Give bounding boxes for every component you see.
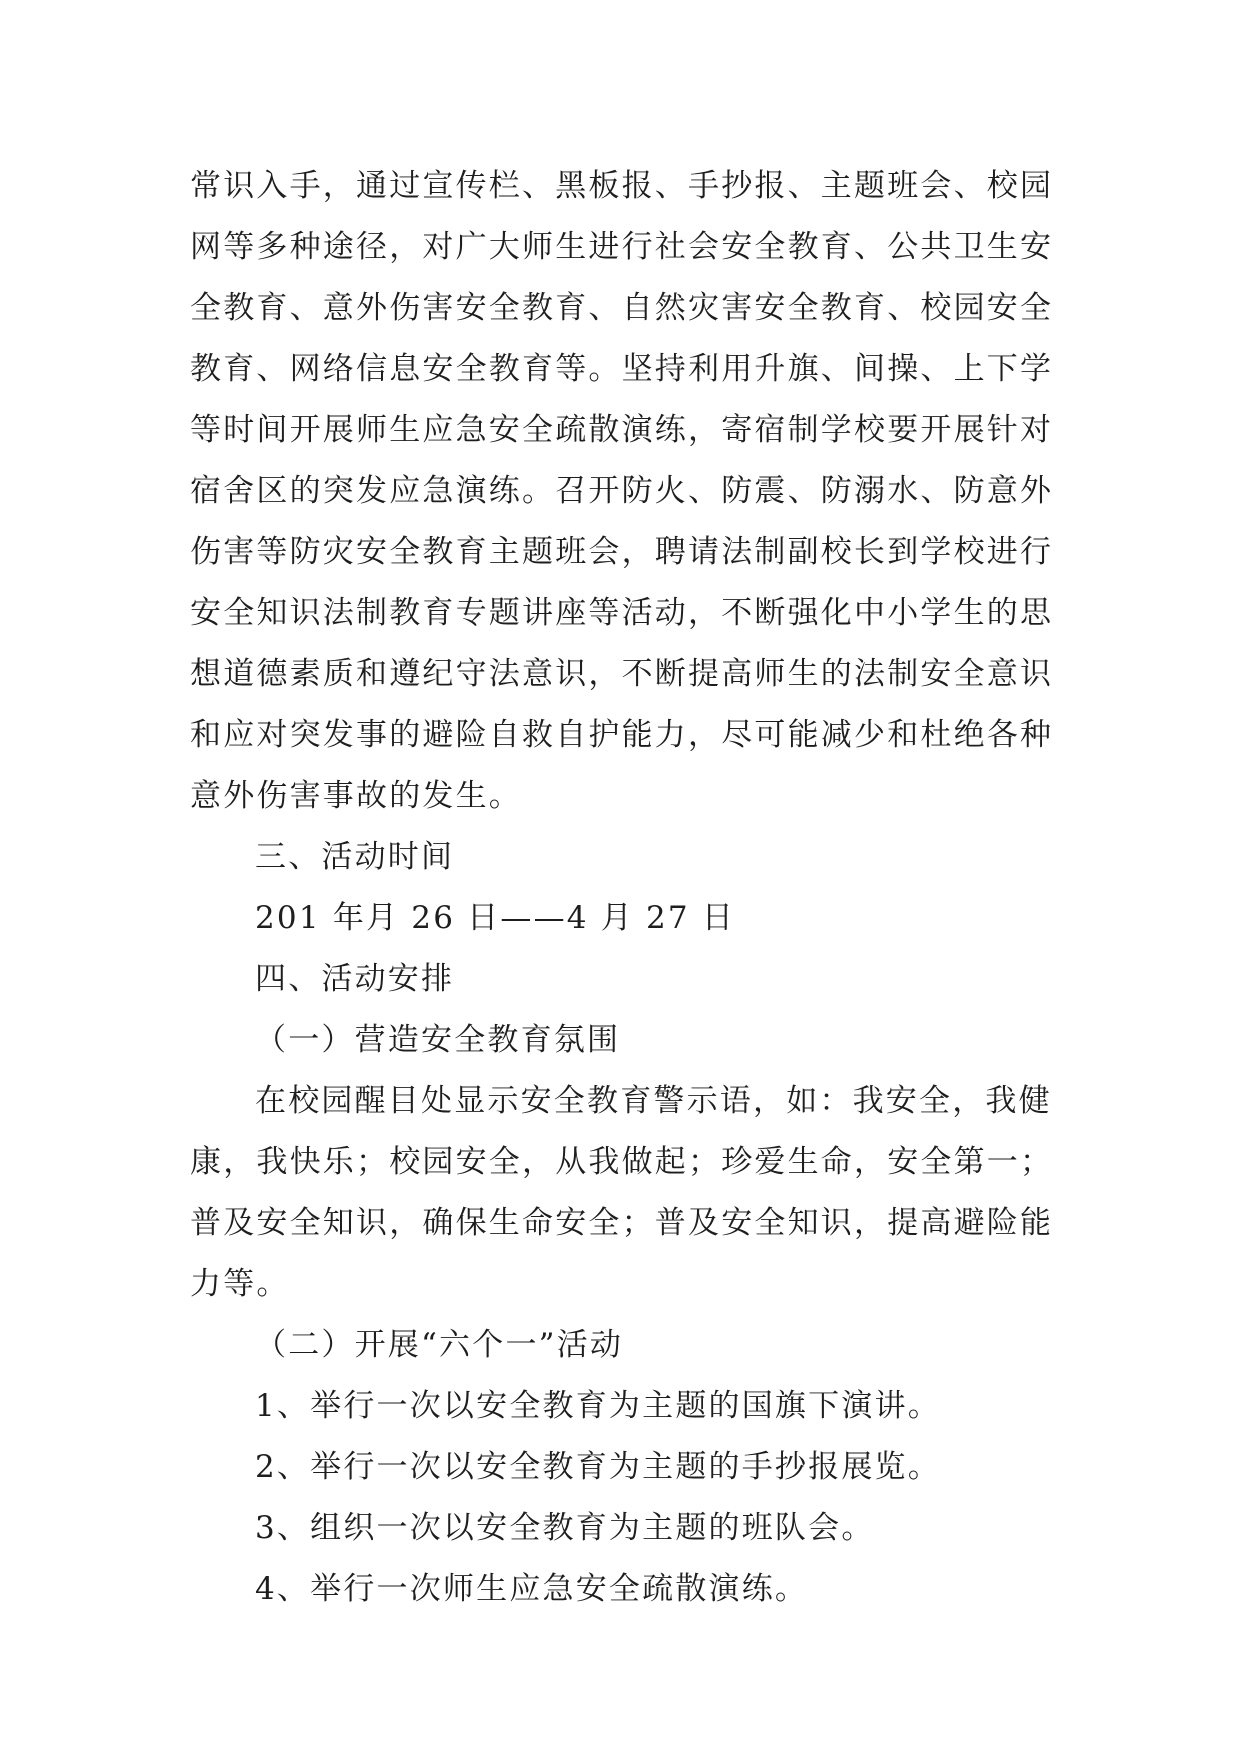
text-line: 意外伤害事故的发生。 — [190, 778, 522, 814]
list-item: 2、举行一次以安全教育为主题的手抄报展览。 — [255, 1449, 941, 1485]
section-heading-activity-arrangement: 四、活动安排 — [255, 961, 455, 997]
list-item: 4、举行一次师生应急安全疏散演练。 — [255, 1571, 809, 1607]
text-line: 力等。 — [190, 1266, 290, 1302]
text-line: 宿舍区的突发应急演练。召开防火、防震、防溺水、防意外 — [190, 473, 1054, 509]
text-line: 安全知识法制教育专题讲座等活动，不断强化中小学生的思 — [190, 595, 1054, 631]
text-line: 网等多种途径，对广大师生进行社会安全教育、公共卫生安 — [190, 229, 1054, 265]
list-item: 3、组织一次以安全教育为主题的班队会。 — [255, 1510, 875, 1546]
list-item: 1、举行一次以安全教育为主题的国旗下演讲。 — [255, 1388, 941, 1424]
document-body — [190, 156, 1070, 1620]
subsection-heading-atmosphere: （一）营造安全教育氛围 — [255, 1022, 621, 1058]
paragraph-safety-education — [190, 156, 1070, 827]
subsection-heading-six-ones: （二）开展“六个一”活动 — [255, 1327, 624, 1363]
text-line: 教育、网络信息安全教育等。坚持利用升旗、间操、上下学 — [190, 351, 1054, 387]
text-line: 全教育、意外伤害安全教育、自然灾害安全教育、校园安全 — [190, 290, 1054, 326]
text-line: 等时间开展师生应急安全疏散演练，寄宿制学校要开展针对 — [190, 412, 1054, 448]
text-line: 普及安全知识，确保生命安全；普及安全知识，提高避险能 — [190, 1205, 1054, 1241]
text-line: 康，我快乐；校园安全，从我做起；珍爱生命，安全第一； — [190, 1144, 1054, 1180]
activity-time-value: 201 年月 26 日——4 月 27 日 — [255, 900, 736, 936]
activity-list — [190, 1376, 1070, 1620]
text-line: 和应对突发事的避险自救自护能力，尽可能减少和杜绝各种 — [190, 717, 1054, 753]
text-line: 常识入手，通过宣传栏、黑板报、手抄报、主题班会、校园 — [190, 168, 1054, 204]
section-heading-activity-time: 三、活动时间 — [255, 839, 455, 875]
paragraph-warning-slogans — [190, 1071, 1070, 1315]
text-line: 伤害等防灾安全教育主题班会，聘请法制副校长到学校进行 — [190, 534, 1054, 570]
text-line: 想道德素质和遵纪守法意识，不断提高师生的法制安全意识 — [190, 656, 1054, 692]
text-line: 在校园醒目处显示安全教育警示语，如：我安全，我健 — [255, 1083, 1052, 1119]
